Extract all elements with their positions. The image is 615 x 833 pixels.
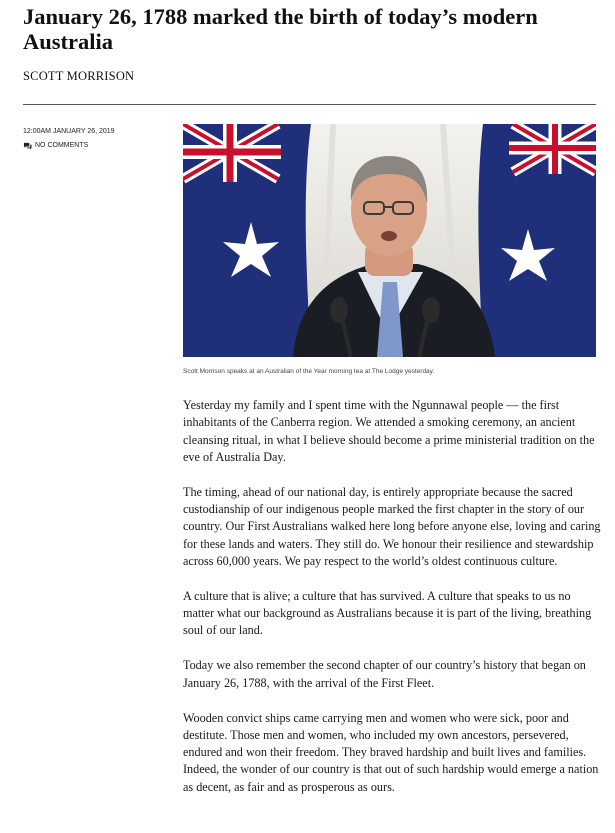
author-byline[interactable]: SCOTT MORRISON — [23, 69, 135, 83]
article-photo — [183, 124, 596, 357]
paragraph: Wooden convict ships came carrying men and women who were sick, poor and destitute. Those men and women, who included my own ancestors, persevered, endured and won their freedom. They braved hardship and built lives and families. Indeed, the wonder of our country is that out of such hardship would emerge a nation as decent, as fair and as prosperous as ours. — [183, 710, 599, 794]
photo-caption: Scott Morrison speaks at an Australian of the Year morning tea at The Lodge yesterday. — [183, 368, 435, 375]
paragraph: Today we also remember the second chapter of our country’s history that began on January 26, 1788, with the arrival of the First Fleet. — [183, 658, 586, 690]
comments-count: NO COMMENTS — [35, 142, 89, 149]
paragraph: Yesterday my family and I spent time with the Ngunnawal people — the first inhabitants of the Canberra region. We attended a smoking ceremony, an ancient cleansing ritual, in what I believe should become a prime ministerial tradition on the eve of Australia Day. — [183, 398, 595, 464]
article-body — [183, 397, 601, 814]
paragraph: The timing, ahead of our national day, is entirely appropriate because the sacred custodianship of our indigenous people marked the first chapter in the story of our country. Our First Australians walked here long before anyone else, loving and caring for these lands and waters. They still do. We honour their resilience and stewardship across 60,000 years. We pay respect to the world’s oldest continuous culture. — [183, 484, 601, 568]
article-title: January 26, 1788 marked the birth of today’s modern Australia — [23, 4, 538, 54]
header-divider — [23, 104, 596, 105]
photo-illustration — [183, 124, 596, 357]
comments-link[interactable] — [23, 139, 115, 153]
article-meta — [23, 125, 115, 153]
paragraph: A culture that is alive; a culture that has survived. A culture that speaks to us no matter what our background as Australians because it is part of the living, breathing soul of our land. — [183, 588, 592, 638]
publish-date: 12:00AM JANUARY 26, 2019 — [23, 128, 115, 135]
comment-icon — [23, 142, 32, 150]
